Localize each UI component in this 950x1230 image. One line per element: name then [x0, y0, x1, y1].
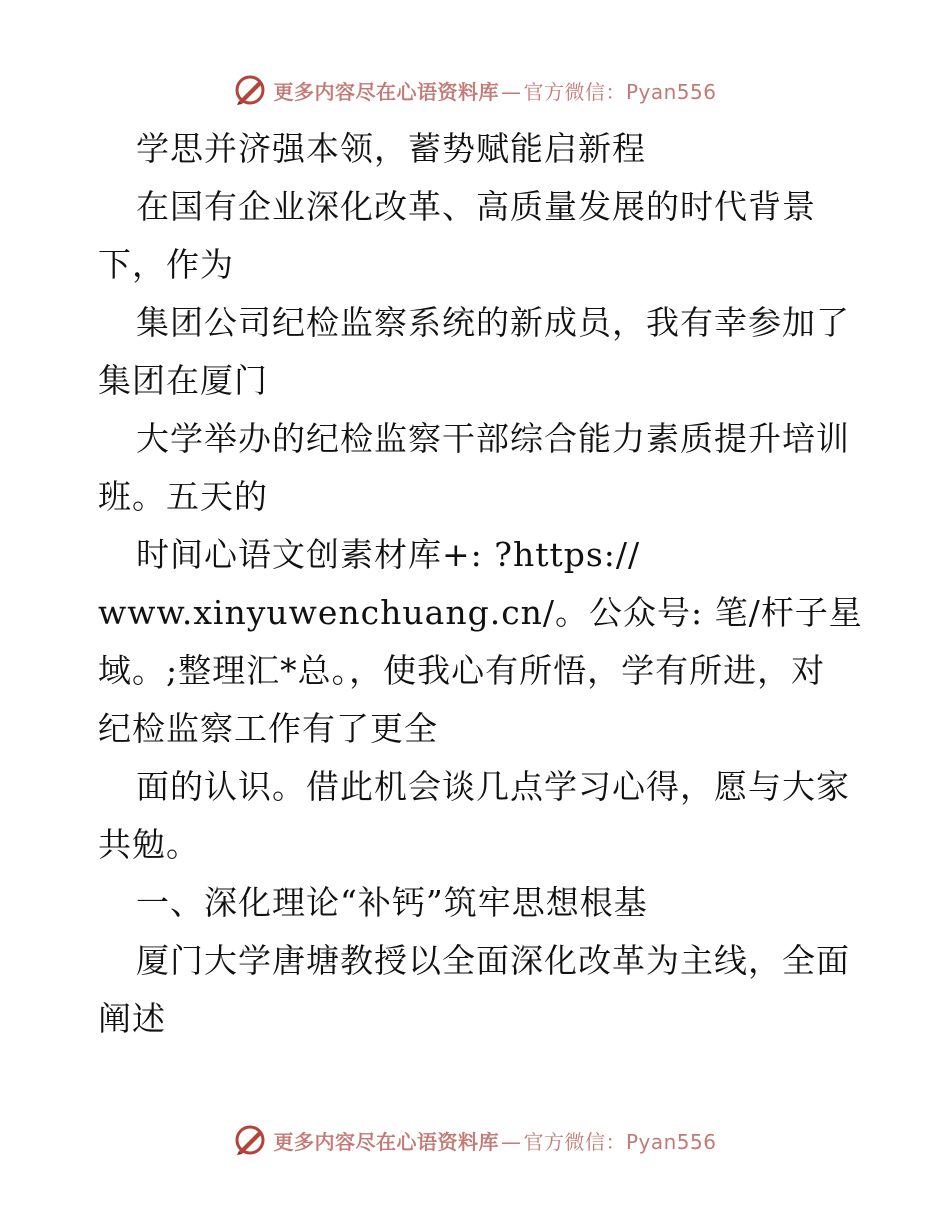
paragraph-line: 大学举办的纪检监察干部综合能力素质提升培训 [136, 419, 850, 458]
paragraph-line: 集团公司纪检监察系统的新成员，我有幸参加了 [136, 303, 850, 342]
watermark-brand: 更多内容尽在心语资料库 [273, 1129, 499, 1154]
watermark-contact: 官方微信：Pyan556 [523, 79, 717, 104]
document-body [98, 120, 863, 1048]
watermark-separator: — [500, 79, 522, 104]
paragraph-line: 在国有企业深化改革、高质量发展的时代背景 [136, 187, 816, 226]
paragraph-line: 集团在厦门 [98, 361, 268, 400]
paragraph-line: 域。;整理汇*总。，使我心有所悟，学有所进，对 [98, 651, 826, 690]
watermark-text [273, 76, 716, 105]
pen-circle-logo-icon [233, 73, 267, 107]
paragraph-line: 班。五天的 [98, 477, 268, 516]
paragraph-line: 面的认识。借此机会谈几点学习心得，愿与大家 [136, 767, 850, 806]
watermark-text [273, 1126, 716, 1155]
section-heading: 一、深化理论“补钙”筑牢思想根基 [136, 883, 648, 922]
footer-watermark [0, 1120, 950, 1160]
paragraph-line: 下，作为 [98, 245, 234, 284]
paragraph-line: 纪检监察工作有了更全 [98, 709, 438, 748]
document-title: 学思并济强本领，蓄势赋能启新程 [136, 129, 646, 168]
header-watermark [0, 70, 950, 110]
paragraph-line: www.xinyuwenchuang.cn/。公众号: 笔/杆子星 [98, 593, 863, 632]
pen-circle-logo-icon [233, 1123, 267, 1157]
paragraph-line: 厦门大学唐塘教授以全面深化改革为主线，全面 [136, 941, 850, 980]
watermark-brand: 更多内容尽在心语资料库 [273, 79, 499, 104]
paragraph-line: 阐述 [98, 999, 166, 1038]
paragraph-line: 共勉。 [98, 825, 200, 864]
watermark-separator: — [500, 1129, 522, 1154]
paragraph-line: 时间心语文创素材库+: ?https:// [136, 535, 641, 574]
watermark-contact: 官方微信：Pyan556 [523, 1129, 717, 1154]
